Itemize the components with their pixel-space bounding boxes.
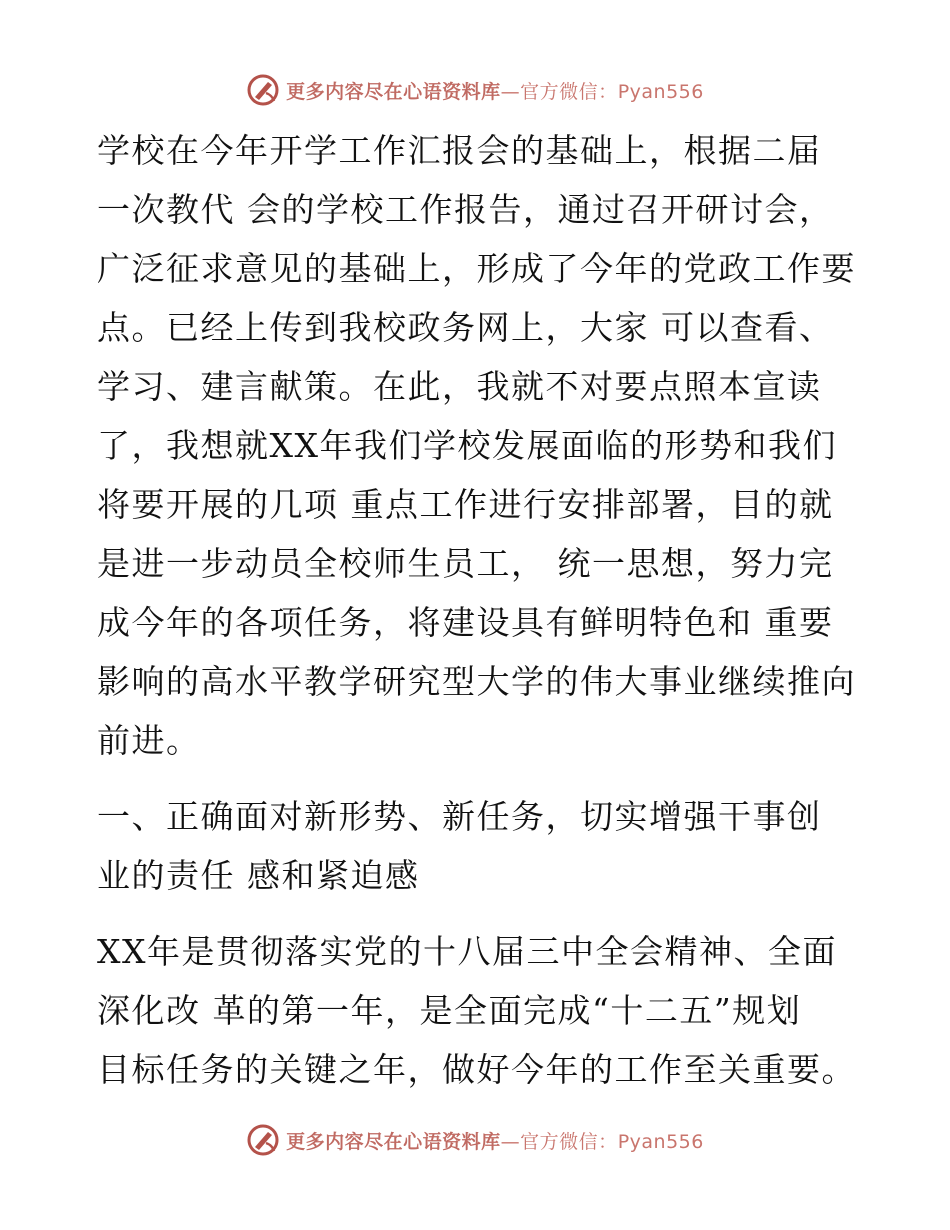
paragraph-intro [97, 121, 857, 770]
text-line: 前进。 [97, 721, 201, 760]
seal-logo-icon [246, 73, 280, 107]
paragraph-body [97, 922, 857, 1099]
document-body [97, 121, 857, 1099]
text-line: 一次教代 会的学校工作报告，通过召开研讨会， [97, 190, 834, 229]
banner-subtitle: —官方微信： [500, 1130, 618, 1153]
banner-subtitle: —官方微信： [500, 80, 618, 103]
heading-line: 业的责任 感和紧迫感 [97, 856, 420, 895]
text-line: 广泛征求意见的基础上，形成了今年的党政工作要 [97, 249, 856, 288]
header-banner [0, 70, 950, 110]
footer-banner [0, 1120, 950, 1160]
section-heading [97, 787, 857, 905]
text-line: 学习、建言献策。在此，我就不对要点照本宣读 [97, 367, 822, 406]
banner-wechat-id: Pyan556 [617, 80, 704, 103]
banner-title: 更多内容尽在心语资料库 [286, 1130, 501, 1153]
banner-title: 更多内容尽在心语资料库 [286, 80, 501, 103]
text-line: 深化改 革的第一年，是全面完成“十二五”规划 [97, 991, 802, 1030]
banner-text [286, 1127, 704, 1154]
text-line: 影响的高水平教学研究型大学的伟大事业继续推向 [97, 662, 856, 701]
text-line: 是进一步动员全校师生员工， 统一思想，努力完 [97, 544, 834, 583]
text-line: 将要开展的几项 重点工作进行安排部署，目的就 [97, 485, 834, 524]
text-line: 点。已经上传到我校政务网上，大家 可以查看、 [97, 308, 834, 347]
text-line: 了，我想就XX年我们学校发展面临的形势和我们 [97, 426, 837, 465]
heading-line: 一、正确面对新形势、新任务，切实增强干事创 [97, 797, 822, 836]
text-line: XX年是贯彻落实党的十八届三中全会精神、全面 [97, 932, 837, 971]
seal-logo-icon [246, 1123, 280, 1157]
banner-wechat-id: Pyan556 [617, 1130, 704, 1153]
text-line: 学校在今年开学工作汇报会的基础上，根据二届 [97, 131, 822, 170]
text-line: 目标任务的关键之年，做好今年的工作至关重要。 [97, 1050, 856, 1089]
banner-text [286, 77, 704, 104]
text-line: 成今年的各项任务，将建设具有鲜明特色和 重要 [97, 603, 834, 642]
